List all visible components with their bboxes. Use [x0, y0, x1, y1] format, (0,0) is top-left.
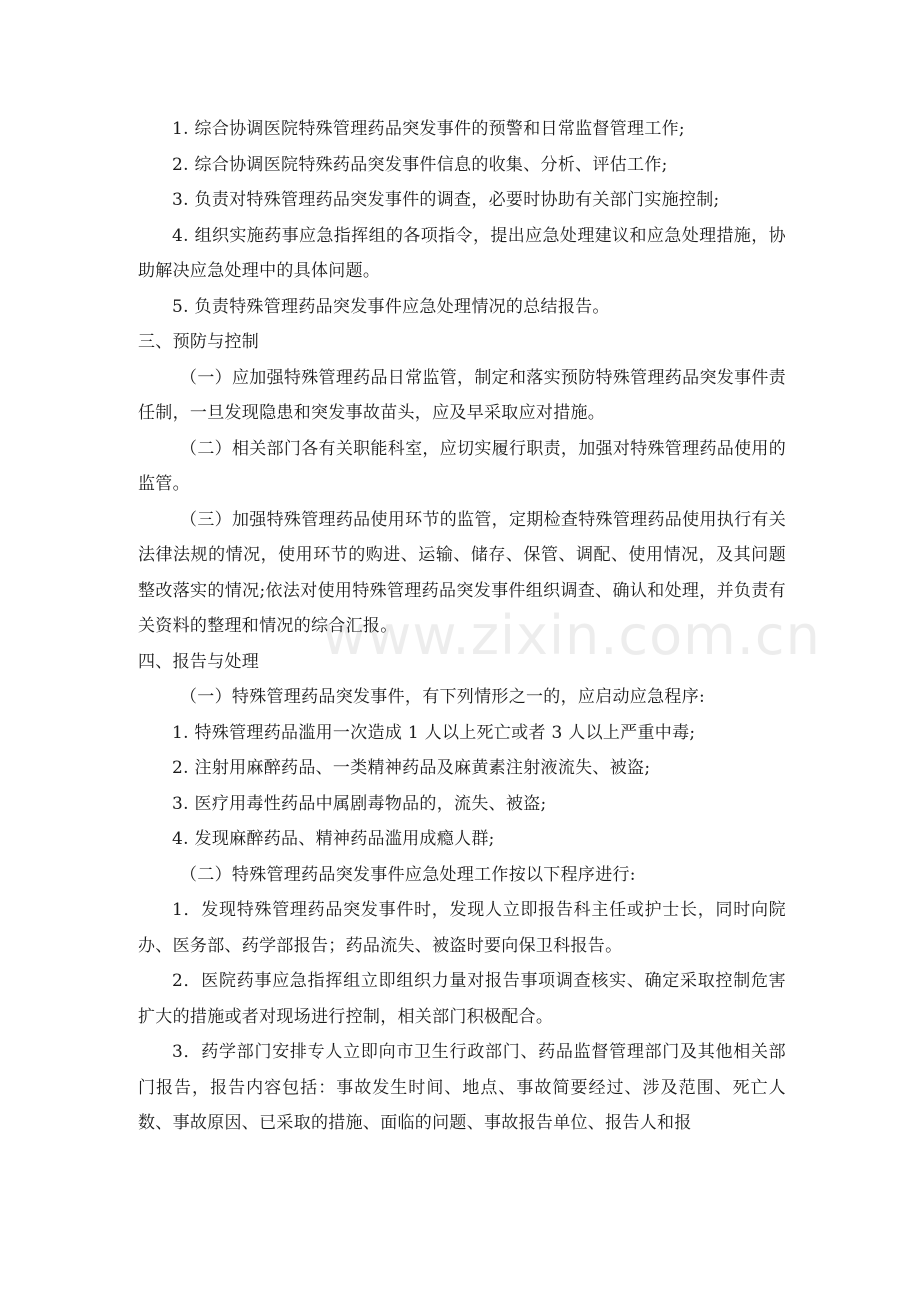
list-item: 1. 特殊管理药品滥用一次造成 1 人以上死亡或者 3 人以上严重中毒;	[172, 722, 696, 743]
paragraph: （二）特殊管理药品突发事件应急处理工作按以下程序进行:	[180, 864, 636, 885]
list-item: 5. 负责特殊管理药品突发事件应急处理情况的总结报告。	[172, 296, 610, 317]
watermark: www.zixin.com.cn	[322, 604, 821, 667]
list-item: 1．发现特殊管理药品突发事件时，发现人立即报告科主任或护士长，同时向院办、医务部、药学部报告；药品流失、被盗时要向保卫科报告。	[138, 900, 786, 956]
list-item: 2．医院药事应急指挥组立即组织力量对报告事项调查核实、确定采取控制危害扩大的措施或者对现场进行控制，相关部门积极配合。	[138, 971, 786, 1027]
list-item: 1. 综合协调医院特殊管理药品突发事件的预警和日常监督管理工作;	[172, 119, 685, 139]
list-item: 3. 负责对特殊管理药品突发事件的调查，必要时协助有关部门实施控制;	[172, 190, 720, 210]
document-body	[138, 112, 786, 1142]
list-item: 3. 医疗用毒性药品中属剧毒物品的，流失、被盗;	[172, 793, 547, 814]
section-heading: 三、预防与控制	[138, 332, 260, 352]
paragraph: （三）加强特殊管理药品使用环节的监管，定期检查特殊管理药品使用执行有关法律法规的情况，使用环节的购进、运输、储存、保管、调配、使用情况，及其问题整改落实的情况;依法对使用特殊管理药品突发事件组织调查、确认和处理，并负责有关资料的整理和情况的综合汇报。	[138, 509, 786, 636]
list-item: 2. 综合协调医院特殊药品突发事件信息的收集、分析、评估工作;	[172, 154, 668, 175]
section-heading: 四、报告与处理	[138, 651, 260, 672]
list-item: 2. 注射用麻醉药品、一类精神药品及麻黄素注射液流失、被盗;	[172, 758, 651, 778]
paragraph: （二）相关部门各有关职能科室，应切实履行职责，加强对特殊管理药品使用的监管。	[138, 438, 786, 494]
paragraph: （一）应加强特殊管理药品日常监管，制定和落实预防特殊管理药品突发事件责任制，一旦发现隐患和突发事故苗头，应及早采取应对措施。	[138, 367, 786, 423]
list-item: 4. 发现麻醉药品、精神药品滥用成瘾人群;	[172, 829, 495, 849]
list-item: 4. 组织实施药事应急指挥组的各项指令，提出应急处理建议和应急处理措施，协助解决应急处理中的具体问题。	[138, 225, 786, 281]
paragraph: （一）特殊管理药品突发事件，有下列情形之一的，应启动应急程序:	[180, 687, 706, 707]
list-item: 3．药学部门安排专人立即向市卫生行政部门、药品监督管理部门及其他相关部门报告，报告内容包括：事故发生时间、地点、事故简要经过、涉及范围、死亡人数、事故原因、已采取的措施、面临的问题、事故报告单位、报告人和报	[138, 1042, 786, 1133]
